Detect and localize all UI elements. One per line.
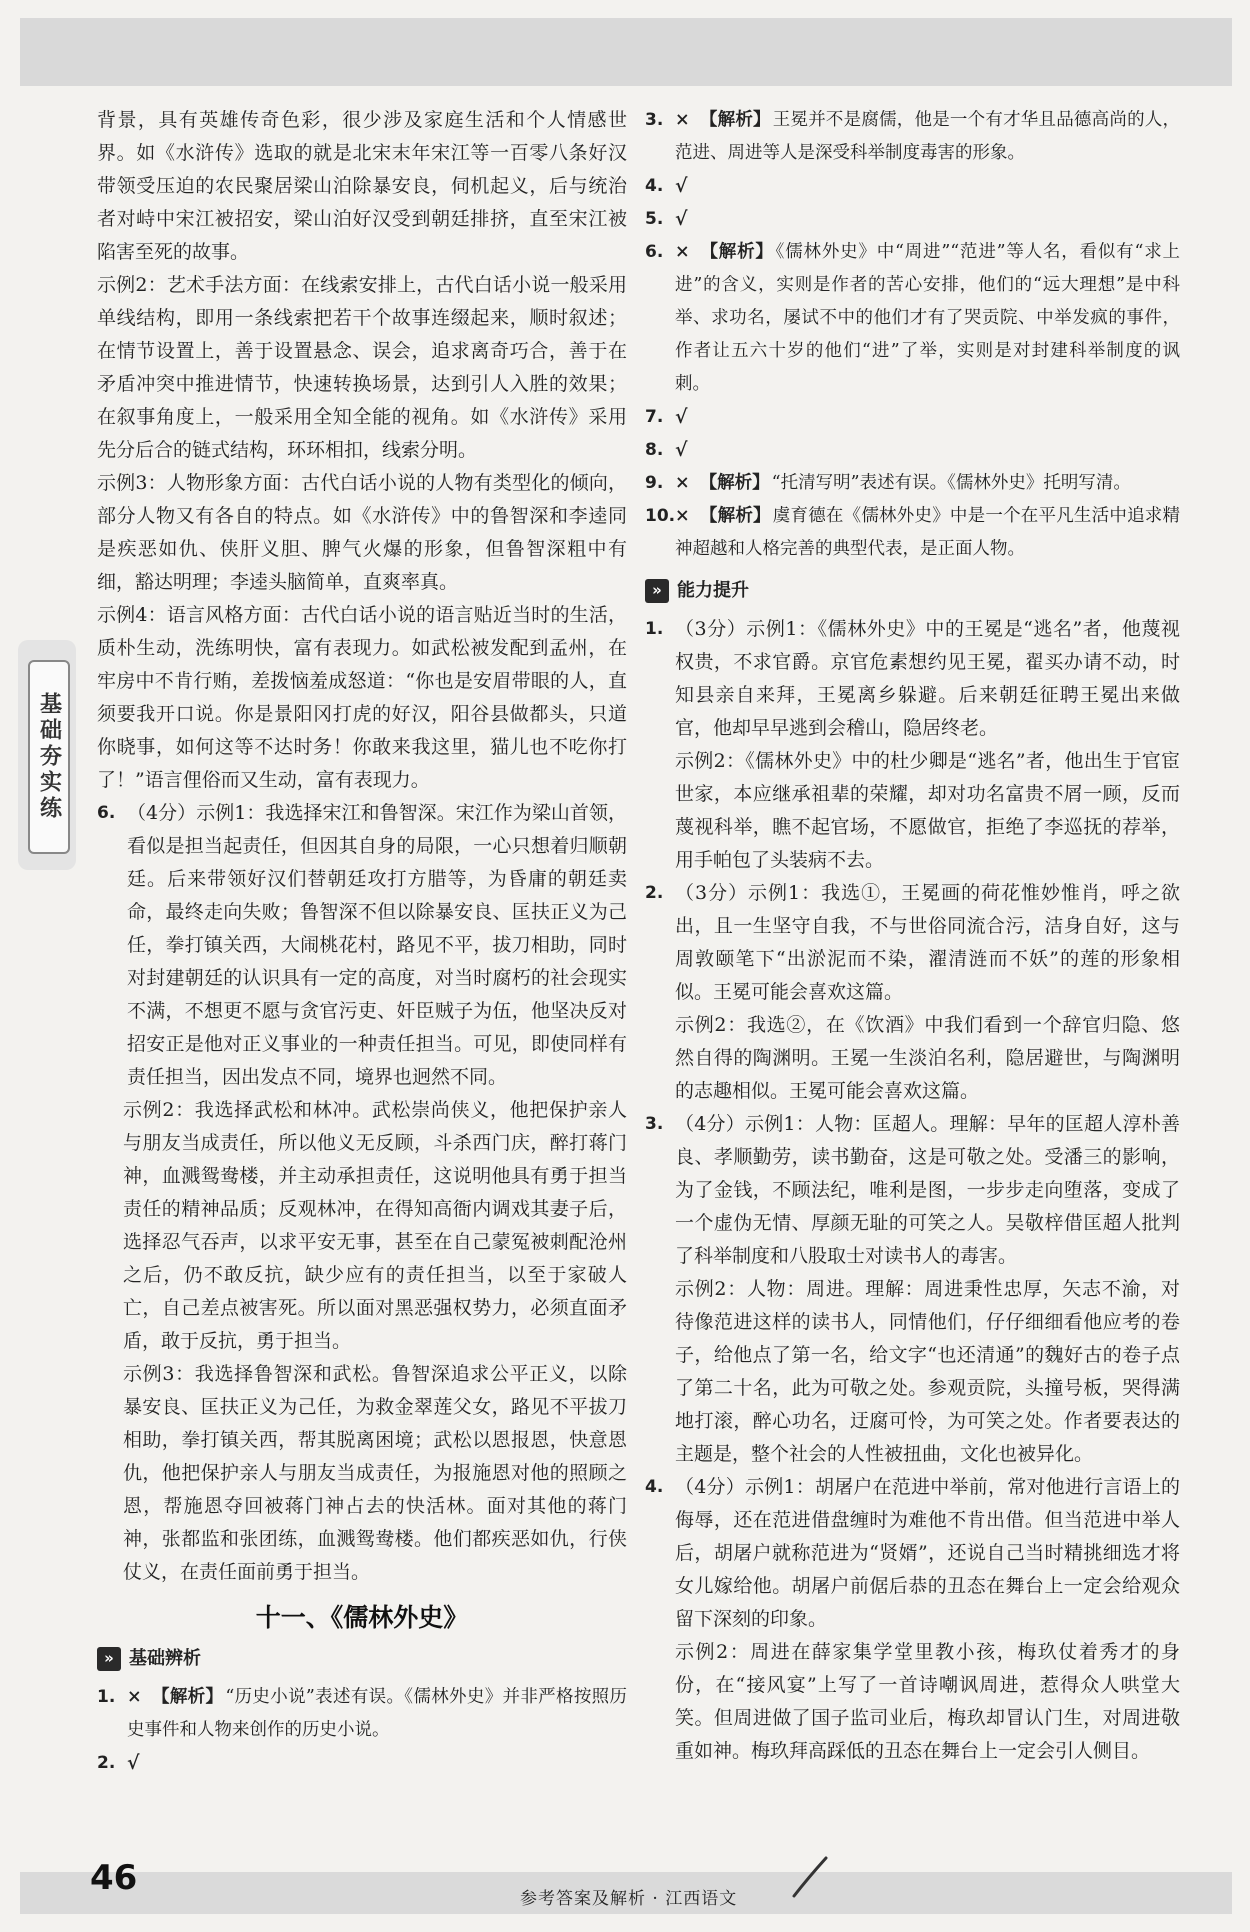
item-number: 6. [97,803,116,823]
answer-text: （4分）示例1：胡屠户在范进中举前，常对他进行言语上的侮辱，还在范进借盘缠时为难他不肯出借。但当范进中举人后，胡屠户就称范进为“贤婿”，还说自己当时精挑细选才将女儿嫁给他。胡屠户前倨后恭的丑态在舞台上一定会给观众留下深刻的印象。 [675,1476,1180,1630]
subsection-header-basic [97,1642,627,1675]
answer-item-6 [97,797,627,1094]
item-number: 3. [645,110,664,130]
header-bar [20,18,1232,86]
analysis-text: 《儒林外史》中“周进”“范进”等人名，看似有“求上进”的含义，实则是作者的苦心安排，他们的“远大理想”是中科举、求功名，屡试不中的他们才有了哭贡院、中举发疯的事件，作者让五六十岁的他们“进”了举，实则是对封建科举制度的讽刺。 [675,242,1181,394]
item-number: 4. [645,176,664,196]
check-mark: √ [127,1752,140,1774]
analysis-text: “历史小说”表述有误。《儒林外史》并非严格按照历史事件和人物来创作的历史小说。 [127,1687,627,1740]
check-mark: √ [675,175,688,197]
answer-6-example-2: 示例2：我选择武松和林冲。武松崇尚侠义，他把保护亲人与朋友当成责任，所以他义无反顾，斗杀西门庆，醉打蒋门神，血溅鸳鸯楼，并主动承担责任，这说明他具有勇于担当责任的精神品质；反观林冲，在得知高衙内调戏其妻子后，选择忍气吞声，以求平安无事，甚至在自己蒙冤被刺配沧州之后，仍不敢反抗，缺少应有的责任担当，以至于家破人亡，自己差点被害死。所以面对黑恶强权势力，必须直面矛盾，敢于反抗，勇于担当。 [123,1099,627,1352]
section-title: 十一、《儒林外史》 [255,1603,469,1632]
example-4-paragraph: 示例4：语言风格方面：古代白话小说的语言贴近当时的生活，质朴生动，洗练明快，富有表现力。如武松被发配到孟州，在牢房中不肯行贿，差拨恼羞成怒道：“你也是安眉带眼的人，直须要我开口说。你是景阳冈打虎的好汉，阳谷县做都头，只道你晓事，如何这等不达时务！你敢来我这里，猫儿也不吃你打了！”语言俚俗而又生动，富有表现力。 [97,604,627,791]
answer-text: （4分）示例1：人物：匡超人。理解：早年的匡超人淳朴善良、孝顺勤劳，读书勤奋，这是可敬之处。受潘三的影响，为了金钱，不顾法纪，唯利是图，一步步走向堕落，变成了一个虚伪无情、厚颜无耻的可笑之人。吴敬梓借匡超人批判了科举制度和八股取士对读书人的毒害。 [675,1113,1180,1267]
item-number: 6. [645,242,664,262]
intro-paragraph: 背景，具有英雄传奇色彩，很少涉及家庭生活和个人情感世界。如《水浒传》选取的就是北宋末年宋江等一百零八条好汉带领受压迫的农民聚居梁山泊除暴安良，伺机起义，后与统治者对峙中宋江被招安，梁山泊好汉受到朝廷排挤，直至宋江被陷害至死的故事。 [97,109,627,263]
item-number: 3. [645,1114,664,1134]
item-number: 8. [645,440,664,460]
left-column [97,104,627,1780]
subsection-header-ability [645,574,1180,607]
answer-item-8 [645,434,1180,467]
example-3-paragraph: 示例3：人物形象方面：古代白话小说的人物有类型化的倾向，部分人物又有各自的特点。如《水浒传》中的鲁智深和李逵同是疾恶如仇、侠肝义胆、脾气火爆的形象，但鲁智深粗中有细，豁达明理；李逵头脑简单，直爽率真。 [97,472,627,593]
ability-4-example-2: 示例2：周进在薛家集学堂里教小孩，梅玖仗着秀才的身份，在“接风宴”上写了一首诗嘲讽周进，惹得众人哄堂大笑。但周进做了国子监司业后，梅玖却冒认门生，对周进敬重如神。梅玖拜高踩低的丑态在舞台上一定会引人侧目。 [675,1641,1180,1762]
answer-item-5 [645,203,1180,236]
cross-mark: × [675,110,690,130]
ability-item-1 [645,613,1180,745]
answer-text: （4分）示例1：我选择宋江和鲁智深。宋江作为梁山首领，看似是担当起责任，但因其自身的局限，一心只想着归顺朝廷。后来带领好汉们替朝廷攻打方腊等，为昏庸的朝廷卖命，最终走向失败；鲁智深不但以除暴安良、匡扶正义为己任，拳打镇关西，大闹桃花村，路见不平，拔刀相助，同时对封建朝廷的认识具有一定的高度，对当时腐朽的社会现实不满，不想更不愿与贪官污吏、奸臣贼子为伍，他坚决反对招安正是他对正义事业的一种责任担当。可见，即使同样有责任担当，因出发点不同，境界也迥然不同。 [127,802,627,1088]
cross-mark: × [127,1687,142,1707]
analysis-text: “托清写明”表述有误。《儒林外史》托明写清。 [771,473,1131,493]
analysis-tag: 【解析】 [151,1687,224,1707]
answer-6-example-3: 示例3：我选择鲁智深和武松。鲁智深追求公平正义，以除暴安良、匡扶正义为己任，为救金翠莲父女，路见不平拔刀相助，拳打镇关西，帮其脱离困境；武松以恩报恩，快意恩仇，他把保护亲人与朋友当成责任，为报施恩对他的照顾之恩，帮施恩夺回被蒋门神占去的快活林。面对其他的蒋门神，张都监和张团练，血溅鸳鸯楼。他们都疾恶如仇，行侠仗义，在责任面前勇于担当。 [123,1363,627,1583]
analysis-tag: 【解析】 [699,110,771,130]
double-chevron-icon: » [97,1647,121,1671]
item-number: 5. [645,209,664,229]
analysis-text: 王冕并不是腐儒，他是一个有才华且品德高尚的人，范进、周进等人是深受科举制度毒害的形象。 [675,110,1181,163]
answer-item-2 [97,1747,627,1780]
footer-title: 参考答案及解析 · 江西语文 [520,1889,738,1909]
right-column [645,104,1180,1768]
item-number: 10. [645,506,676,526]
ability-item-2 [645,877,1180,1009]
answer-item-1 [97,1681,627,1747]
item-number: 1. [97,1687,116,1707]
check-mark: √ [675,208,688,230]
subsection-title: 能力提升 [677,580,749,601]
ability-1-example-2: 示例2：《儒林外史》中的杜少卿是“逃名”者，他出生于官宦世家，本应继承祖辈的荣耀，却对功名富贵不屑一顾，反而蔑视科举，瞧不起官场，不愿做官，拒绝了李巡抚的荐举，用手帕包了头装病不去。 [675,750,1180,871]
ability-item-3 [645,1108,1180,1273]
pen-stroke-icon [790,1854,830,1900]
subsection-title: 基础辨析 [129,1648,201,1669]
item-number: 7. [645,407,664,427]
item-number: 4. [645,1477,664,1497]
answer-item-10 [645,500,1180,566]
side-tab-label: 基础夯实练 [28,660,70,854]
answer-item-3 [645,104,1180,170]
analysis-tag: 【解析】 [699,242,774,262]
example-2-paragraph: 示例2：艺术手法方面：在线索安排上，古代白话小说一般采用单线结构，即用一条线索把若干个故事连缀起来，顺时叙述；在情节设置上，善于设置悬念、误会，追求离奇巧合，善于在矛盾冲突中推进情节，快速转换场景，达到引人入胜的效果；在叙事角度上，一般采用全知全能的视角。如《水浒传》采用先分后合的链式结构，环环相扣，线索分明。 [97,274,627,461]
page-number: 46 [90,1858,138,1898]
item-number: 2. [645,883,664,903]
analysis-text: 虞育德在《儒林外史》中是一个在平凡生活中追求精神超越和人格完善的典型代表，是正面人物。 [675,506,1181,559]
ability-item-4 [645,1471,1180,1636]
ability-2-example-2: 示例2：我选②，在《饮酒》中我们看到一个辞官归隐、悠然自得的陶渊明。王冕一生淡泊名利，隐居避世，与陶渊明的志趣相似。王冕可能会喜欢这篇。 [675,1014,1180,1102]
double-chevron-icon: » [645,579,669,603]
check-mark: √ [675,439,688,461]
item-number: 1. [645,619,664,639]
answer-text: （3分）示例1：我选①，王冕画的荷花惟妙惟肖，呼之欲出，且一生坚守自我，不与世俗同流合污，洁身自好，这与周敦颐笔下“出淤泥而不染，濯清涟而不妖”的莲的形象相似。王冕可能会喜欢这篇。 [675,882,1180,1003]
answer-text: （3分）示例1：《儒林外史》中的王冕是“逃名”者，他蔑视权贵，不求官爵。京官危素想约见王冕，翟买办请不动，时知县亲自来拜，王冕离乡躲避。后来朝廷征聘王冕出来做官，他却早早逃到会稽山，隐居终老。 [675,618,1180,739]
ability-3-example-2: 示例2：人物：周进。理解：周进秉性忠厚，矢志不渝，对待像范进这样的读书人，同情他们，仔仔细细看他应考的卷子，给他点了第一名，给文字“也还清通”的魏好古的卷子点了第二十名，此为可敬之处。参观贡院，头撞号板，哭得满地打滚，醉心功名，迂腐可怜，为可笑之处。作者要表达的主题是，整个社会的人性被扭曲，文化也被异化。 [675,1278,1180,1465]
answer-item-4 [645,170,1180,203]
answer-item-6-right [645,236,1180,401]
item-number: 9. [645,473,664,493]
cross-mark: × [675,242,690,262]
cross-mark: × [675,506,690,526]
analysis-tag: 【解析】 [699,473,770,493]
cross-mark: × [675,473,690,493]
analysis-tag: 【解析】 [699,506,771,526]
side-tab [18,640,76,870]
item-number: 2. [97,1753,116,1773]
check-mark: √ [675,406,688,428]
answer-item-9 [645,467,1180,500]
answer-item-7 [645,401,1180,434]
